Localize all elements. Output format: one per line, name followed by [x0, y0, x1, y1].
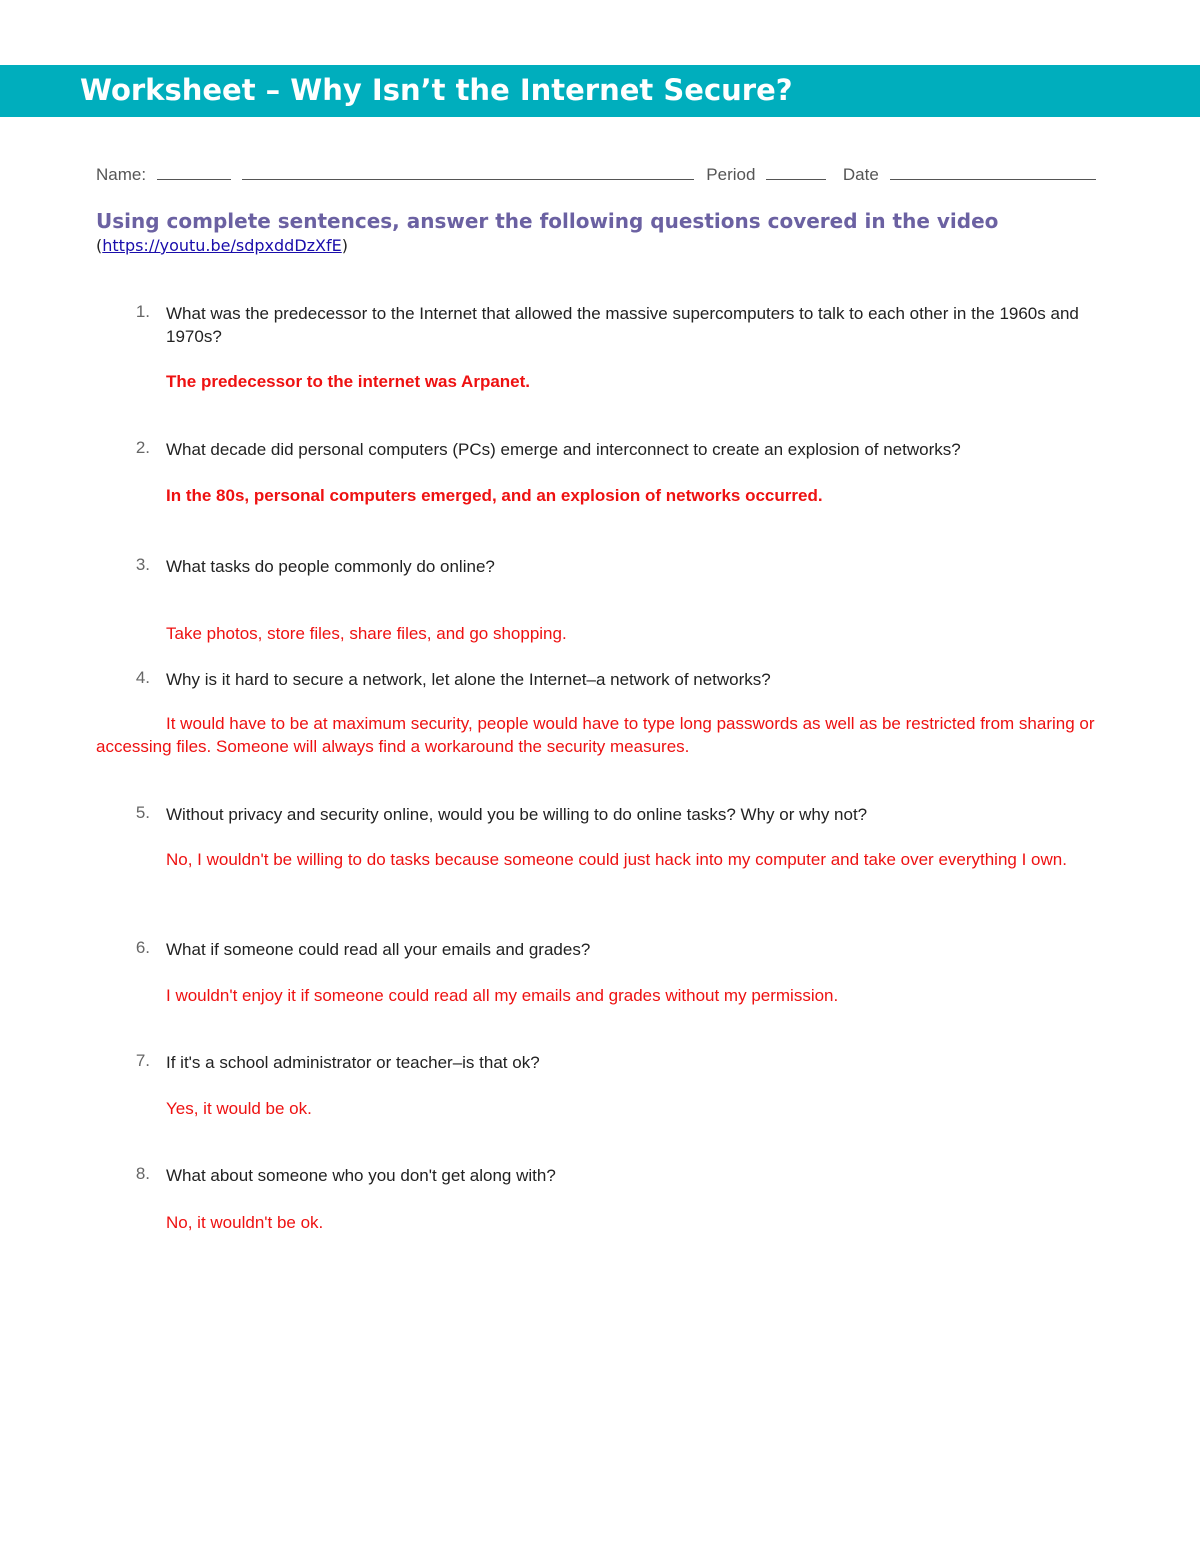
period-blank[interactable] — [766, 165, 826, 180]
question-7-text: If it's a school administrator or teacher–is that ok? — [166, 1053, 540, 1072]
question-7-number: 7. — [135, 1051, 150, 1070]
question-3-number: 3. — [135, 555, 150, 574]
question-8-number: 8. — [135, 1164, 150, 1183]
question-6-number: 6. — [135, 938, 150, 957]
link-close-paren: ) — [341, 236, 348, 255]
video-link-line — [96, 236, 348, 255]
instructions-heading: Using complete sentences, answer the following questions covered in the video — [96, 209, 999, 233]
answer-4: It would have to be at maximum security, people would have to type long passwords as well as be restricted from sharing or accessing files. Someone will always find a workaround the security measures. — [96, 714, 1095, 756]
question-1-number: 1. — [135, 302, 150, 321]
question-2-number: 2. — [135, 438, 150, 457]
answer-2: In the 80s, personal computers emerged, and an explosion of networks occurred. — [166, 486, 823, 505]
answer-7: Yes, it would be ok. — [166, 1099, 312, 1118]
name-blank-long[interactable] — [242, 165, 694, 180]
answer-5: No, I wouldn't be willing to do tasks because someone could just hack into my computer and take over everything I own. — [166, 850, 1067, 869]
answer-3: Take photos, store files, share files, and go shopping. — [166, 624, 567, 643]
question-2-text: What decade did personal computers (PCs) emerge and interconnect to create an explosion of networks? — [166, 440, 961, 459]
question-8-text: What about someone who you don't get along with? — [166, 1166, 556, 1185]
student-info-line — [96, 165, 1096, 185]
question-3-text: What tasks do people commonly do online? — [166, 557, 495, 576]
link-open-paren: ( — [96, 236, 103, 255]
question-5-number: 5. — [135, 803, 150, 822]
answer-6: I wouldn't enjoy it if someone could read all my emails and grades without my permission. — [166, 986, 839, 1005]
video-link[interactable]: https://youtu.be/sdpxddDzXfE — [102, 236, 342, 255]
date-blank[interactable] — [890, 165, 1096, 180]
question-4-text: Why is it hard to secure a network, let alone the Internet–a network of networks? — [166, 670, 771, 689]
name-label: Name: — [96, 165, 147, 184]
question-6-text: What if someone could read all your emails and grades? — [166, 940, 591, 959]
name-blank-short[interactable] — [157, 165, 231, 180]
page-title: Worksheet – Why Isn’t the Internet Secure? — [80, 73, 793, 107]
date-label: Date — [842, 165, 879, 184]
question-1-text: What was the predecessor to the Internet that allowed the massive supercomputers to talk to each other in the 1960s and 1970s? — [166, 304, 1079, 346]
answer-1: The predecessor to the internet was Arpanet. — [166, 372, 531, 391]
answer-8: No, it wouldn't be ok. — [166, 1213, 324, 1232]
period-label: Period — [706, 165, 756, 184]
question-5-text: Without privacy and security online, would you be willing to do online tasks? Why or why not? — [166, 805, 868, 824]
question-4-number: 4. — [135, 668, 150, 687]
